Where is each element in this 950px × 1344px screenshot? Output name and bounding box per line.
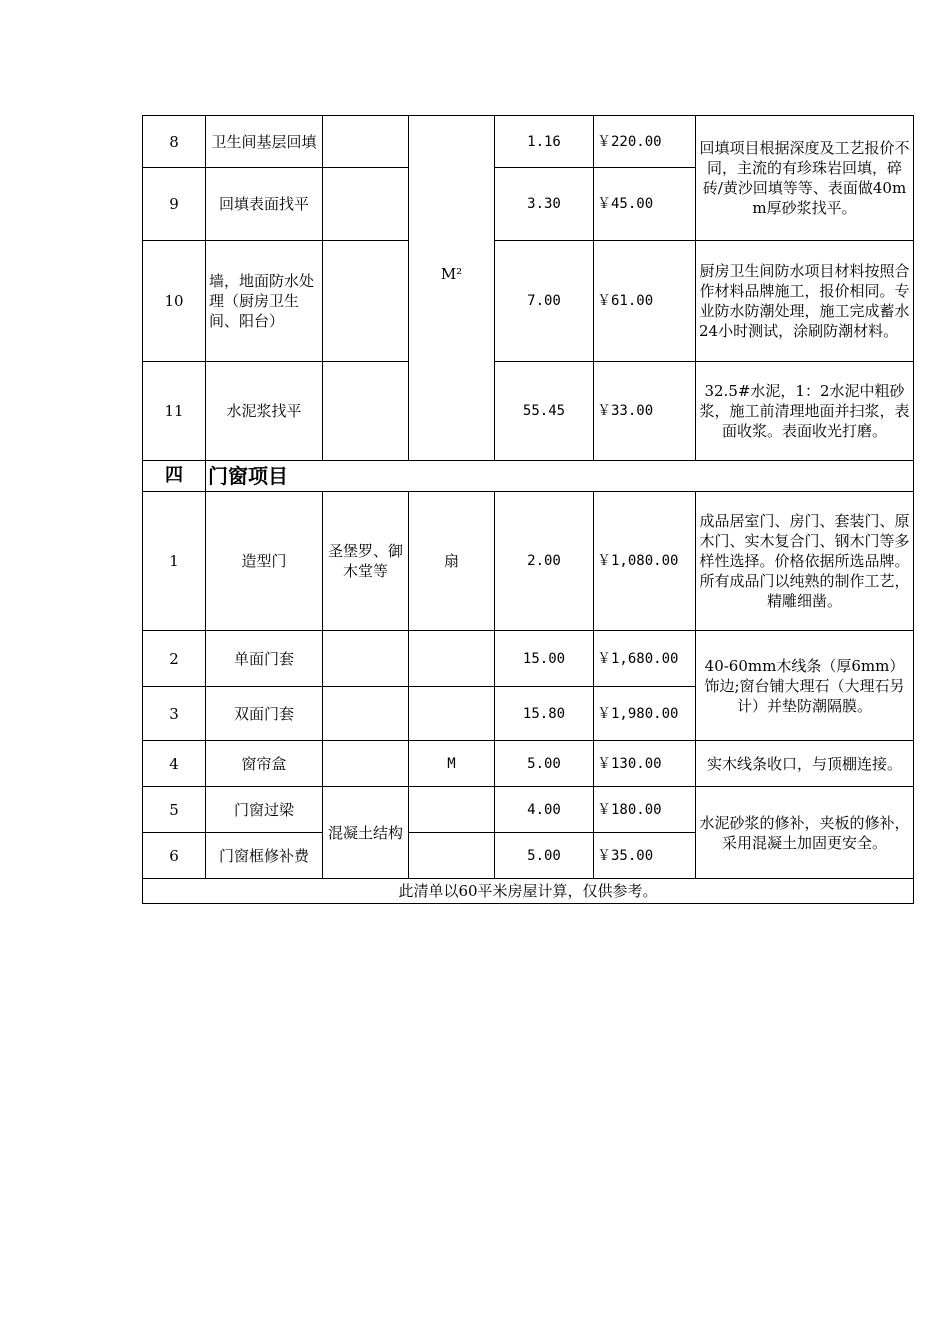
brand-cell: [323, 241, 409, 362]
table-row: [143, 741, 914, 787]
item-name: 卫生间基层回填: [206, 116, 323, 168]
unit-cell: [409, 631, 495, 687]
item-name: 窗帘盒: [206, 741, 323, 787]
note-cell: 32.5#水泥，1：2水泥中粗砂浆，施工前清理地面并扫浆，表面收浆。表面收光打磨。: [696, 362, 914, 461]
section-number: 四: [143, 461, 206, 492]
price-cell: ￥1,080.00: [594, 492, 696, 631]
unit-cell: [409, 833, 495, 879]
brand-cell: 混凝土结构: [323, 787, 409, 879]
quantity-cell: 7.00: [495, 241, 594, 362]
brand-cell: [323, 687, 409, 741]
row-number: 3: [143, 687, 206, 741]
row-number: 5: [143, 787, 206, 833]
item-name: 门窗框修补费: [206, 833, 323, 879]
quantity-cell: 15.80: [495, 687, 594, 741]
brand-cell: [323, 116, 409, 168]
quantity-cell: 5.00: [495, 833, 594, 879]
note-cell: 厨房卫生间防水项目材料按照合作材料品牌施工，报价相同。专业防水防潮处理，施工完成蓄水24小时测试，涂刷防潮材料。: [696, 241, 914, 362]
item-name: 墙，地面防水处理（厨房卫生间、阳台）: [206, 241, 323, 362]
price-cell: ￥130.00: [594, 741, 696, 787]
price-cell: ￥45.00: [594, 168, 696, 241]
row-number: 8: [143, 116, 206, 168]
quantity-cell: 1.16: [495, 116, 594, 168]
table-row: [143, 787, 914, 833]
item-name: 双面门套: [206, 687, 323, 741]
quantity-cell: 4.00: [495, 787, 594, 833]
price-cell: ￥180.00: [594, 787, 696, 833]
unit-cell: 扇: [409, 492, 495, 631]
note-cell: 实木线条收口，与顶棚连接。: [696, 741, 914, 787]
row-number: 9: [143, 168, 206, 241]
note-cell: 回填项目根据深度及工艺报价不同，主流的有珍珠岩回填，碎砖/黄沙回填等等、表面做40mm厚砂浆找平。: [696, 116, 914, 241]
unit-cell: [409, 787, 495, 833]
brand-cell: [323, 631, 409, 687]
unit-cell: [409, 687, 495, 741]
row-number: 6: [143, 833, 206, 879]
footer-row: [143, 879, 914, 904]
row-number: 1: [143, 492, 206, 631]
table-row: [143, 492, 914, 631]
footer-note: 此清单以60平米房屋计算，仅供参考。: [143, 879, 914, 904]
price-cell: ￥220.00: [594, 116, 696, 168]
note-cell: 40-60mm木线条（厚6mm）饰边;窗台铺大理石（大理石另计）并垫防潮隔膜。: [696, 631, 914, 741]
price-cell: ￥1,680.00: [594, 631, 696, 687]
item-name: 水泥浆找平: [206, 362, 323, 461]
section-header-row: [143, 461, 914, 492]
note-cell: 水泥砂浆的修补，夹板的修补，采用混凝土加固更安全。: [696, 787, 914, 879]
quantity-cell: 55.45: [495, 362, 594, 461]
quotation-table: [142, 115, 914, 904]
price-cell: ￥1,980.00: [594, 687, 696, 741]
unit-cell: M²: [409, 116, 495, 461]
brand-cell: [323, 362, 409, 461]
row-number: 10: [143, 241, 206, 362]
item-name: 回填表面找平: [206, 168, 323, 241]
quantity-cell: 5.00: [495, 741, 594, 787]
item-name: 门窗过梁: [206, 787, 323, 833]
brand-cell: [323, 741, 409, 787]
unit-cell: M: [409, 741, 495, 787]
section-title: 门窗项目: [206, 461, 914, 492]
item-name: 单面门套: [206, 631, 323, 687]
table-row: [143, 116, 914, 168]
price-cell: ￥35.00: [594, 833, 696, 879]
table-row: [143, 241, 914, 362]
price-cell: ￥61.00: [594, 241, 696, 362]
quantity-cell: 2.00: [495, 492, 594, 631]
row-number: 11: [143, 362, 206, 461]
brand-cell: 圣堡罗、御木堂等: [323, 492, 409, 631]
item-name: 造型门: [206, 492, 323, 631]
table-row: [143, 631, 914, 687]
brand-cell: [323, 168, 409, 241]
table-row: [143, 362, 914, 461]
row-number: 2: [143, 631, 206, 687]
note-cell: 成品居室门、房门、套装门、原木门、实木复合门、钢木门等多样性选择。价格依据所选品牌。所有成品门以纯熟的制作工艺，精雕细凿。: [696, 492, 914, 631]
row-number: 4: [143, 741, 206, 787]
price-cell: ￥33.00: [594, 362, 696, 461]
quantity-cell: 3.30: [495, 168, 594, 241]
quantity-cell: 15.00: [495, 631, 594, 687]
